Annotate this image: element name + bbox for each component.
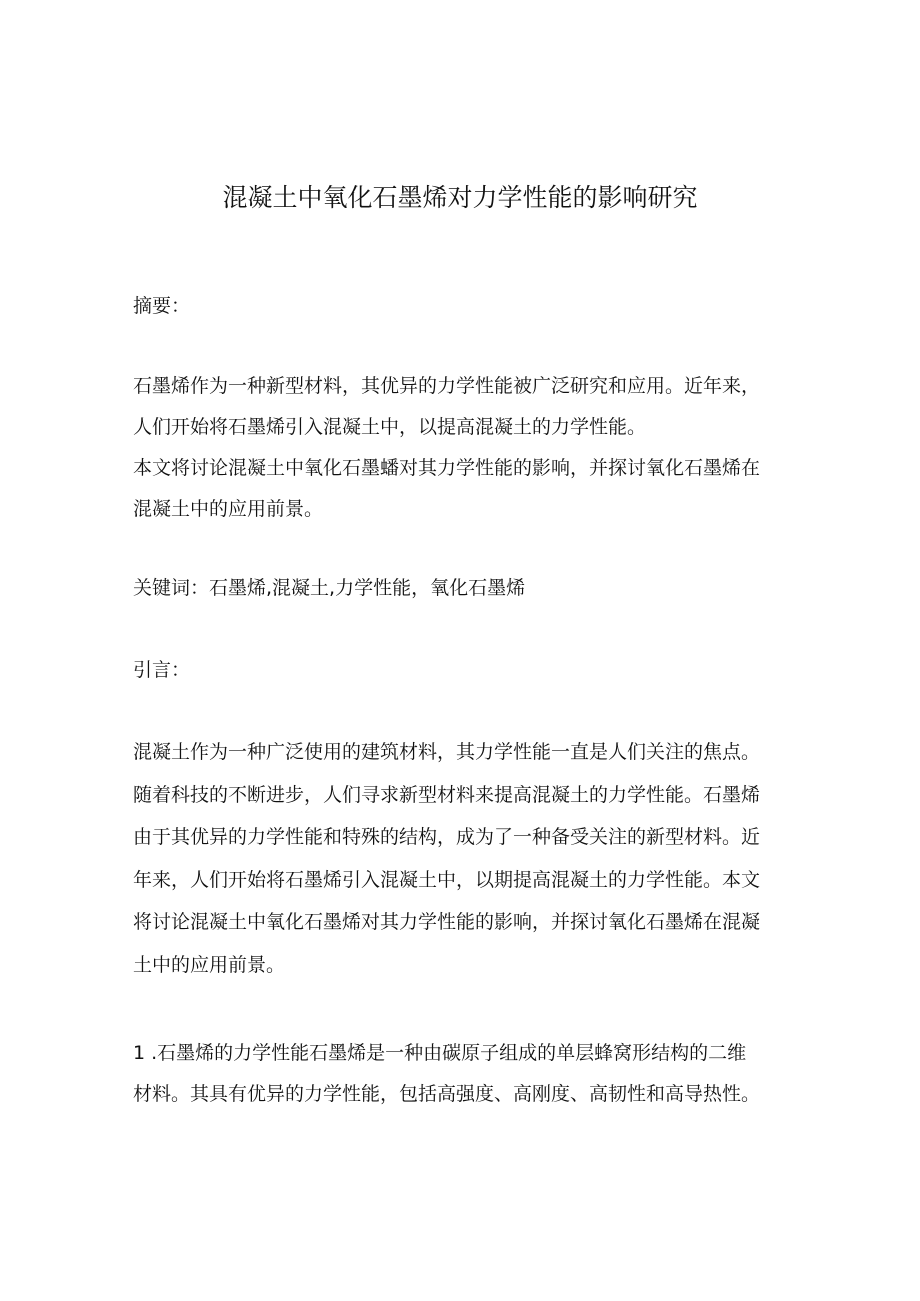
text-line: 材料。其具有优异的力学性能，包括高强度、高刚度、高韧性和高导热性。 — [133, 1083, 761, 1105]
abstract-paragraph-2 — [133, 448, 801, 530]
text-line: 人们开始将石墨烯引入混凝土中，以提高混凝土的力学性能。 — [133, 416, 647, 438]
text-line: 年来，人们开始将石墨烯引入混凝土中，以期提高混凝土的力学性能。本文 — [133, 868, 761, 891]
text-line: 石墨烯作为一种新型材料，其优异的力学性能被广泛研究和应用。近年来， — [133, 375, 761, 397]
intro-heading: 引言： — [133, 659, 191, 681]
abstract-heading: 摘要： — [133, 295, 191, 317]
keywords: 关键词：石墨烯,混凝土,力学性能，氧化石墨烯 — [133, 577, 526, 599]
text-line: 随着科技的不断进步，人们寻求新型材料来提高混凝土的力学性能。石墨烯 — [133, 783, 761, 806]
section-1-paragraph — [133, 1033, 801, 1115]
text-line: 土中的应用前景。 — [133, 953, 286, 976]
document-title: 混凝土中氧化石墨烯对力学性能的影响研究 — [222, 183, 698, 212]
abstract-paragraph-1 — [133, 366, 801, 448]
intro-paragraph — [133, 731, 801, 986]
text-line: 将讨论混凝土中氧化石墨烯对其力学性能的影响，并探讨氧化石墨烯在混凝 — [133, 911, 761, 933]
text-line: 混凝土作为一种广泛使用的建筑材料，其力学性能一直是人们关注的焦点。 — [133, 741, 761, 763]
text-line: 本文将讨论混凝土中氧化石墨蟠对其力学性能的影响，并探讨氧化石墨烯在 — [133, 457, 761, 479]
text-line: 由于其优异的力学性能和特殊的结构，成为了一种备受关注的新型材料。近 — [133, 826, 761, 848]
text-line: 1 .石墨烯的力学性能石墨烯是一种由碳原子组成的单层蜂窝形结构的二维 — [133, 1042, 747, 1064]
text-line: 混凝土中的应用前景。 — [133, 498, 324, 520]
